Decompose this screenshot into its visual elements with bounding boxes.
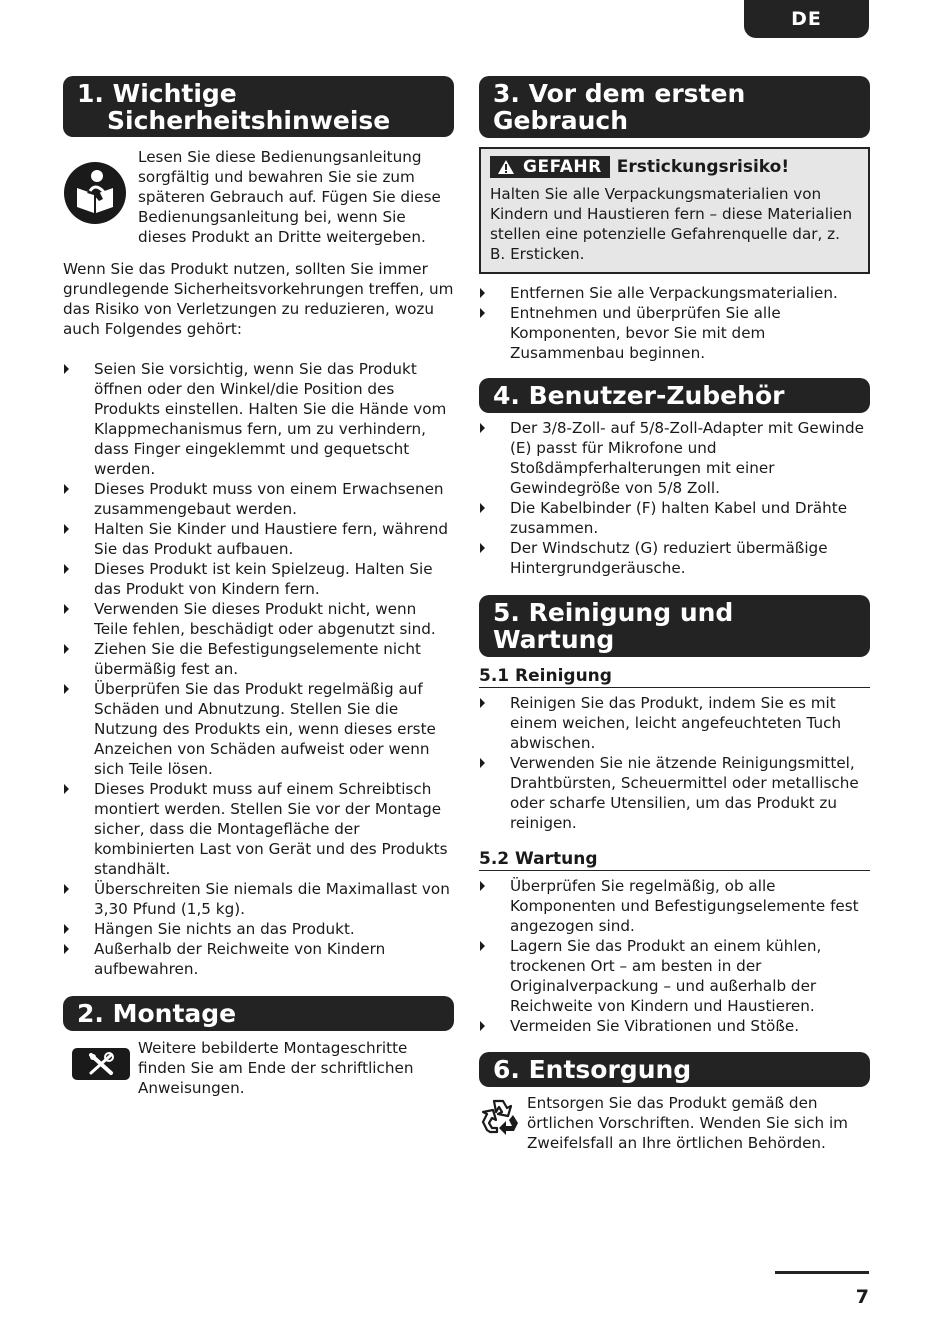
list-item: Reinigen Sie das Produkt, indem Sie es mit einem weichen, leicht angefeuchteten Tuch abwischen. (479, 693, 870, 753)
language-tab: DE (744, 0, 869, 38)
section-1-intro: Lesen Sie diese Bedienungsanleitung sorgfältig und bewahren Sie sie zum späteren Gebrauch auf. Fügen Sie diese Bedienungsanleitung bei, wenn Sie dieses Produkt an Dritte weitergeben. (138, 148, 441, 246)
danger-text: Halten Sie alle Verpackungsmaterialien von Kindern und Haustieren fern – diese Materialien stellen eine potenzielle Gefahrenquelle dar, z. B. Ersticken. (490, 185, 853, 263)
section-2-title: 2. Montage (63, 996, 454, 1031)
list-item: Entnehmen und überprüfen Sie alle Komponenten, bevor Sie mit dem Zusammenbau beginnen. (479, 303, 870, 363)
list-item: Dieses Produkt ist kein Spielzeug. Halten Sie das Produkt von Kindern fern. (63, 559, 454, 599)
danger-box (479, 147, 870, 274)
section-6-text: Entsorgen Sie das Produkt gemäß den örtlichen Vorschriften. Wenden Sie sich im Zweifelsfall an Ihre örtlichen Behörden. (527, 1094, 848, 1152)
list-item: Der 3/8-Zoll- auf 5/8-Zoll-Adapter mit Gewinde (E) passt für Mikrofone und Stoßdämpferhalterungen mit einer Gewindegröße von 5/8 Zoll. (479, 418, 870, 498)
section-3-title: 3. Vor dem ersten Gebrauch (479, 76, 870, 138)
section-1-paragraph: Wenn Sie das Produkt nutzen, sollten Sie immer grundlegende Sicherheitsvorkehrungen treffen, um das Risiko von Verletzungen zu reduzieren, wozu auch Folgendes gehört: (63, 260, 454, 338)
section-4-list (479, 418, 870, 578)
danger-title: Erstickungsrisiko! (616, 157, 790, 177)
section-1-title-line2: Sicherheitshinweise (107, 106, 391, 135)
list-item: Verwenden Sie dieses Produkt nicht, wenn Teile fehlen, beschädigt oder abgenutzt sind. (63, 599, 454, 639)
subsection-5-2-title: 5.2 Wartung (479, 849, 870, 871)
disposal-block (479, 1093, 870, 1153)
tools-icon (72, 1048, 130, 1080)
section-6-title: 6. Entsorgung (479, 1052, 870, 1087)
list-item: Vermeiden Sie Vibrationen und Stöße. (479, 1016, 870, 1036)
recycle-icon (479, 1097, 523, 1139)
page-number: 7 (855, 1286, 869, 1308)
list-item: Überschreiten Sie niemals die Maximallast von 3,30 Pfund (1,5 kg). (63, 879, 454, 919)
section-5-title: 5. Reinigung und Wartung (479, 595, 870, 657)
list-item: Seien Sie vorsichtig, wenn Sie das Produkt öffnen oder den Winkel/die Position des Produkts einstellen. Halten Sie die Hände vom Klappmechanismus fern, um zu verhindern, dass Finger eingeklemmt und gequetscht werden. (63, 359, 454, 479)
list-item: Ziehen Sie die Befestigungselemente nicht übermäßig fest an. (63, 639, 454, 679)
section-1-title-line1: 1. Wichtige (77, 79, 237, 108)
list-item: Die Kabelbinder (F) halten Kabel und Drähte zusammen. (479, 498, 870, 538)
list-item: Verwenden Sie nie ätzende Reinigungsmittel, Drahtbürsten, Scheuermittel oder metallische oder scharfe Utensilien, um das Produkt zu reinigen. (479, 753, 870, 833)
list-item: Außerhalb der Reichweite von Kindern aufbewahren. (63, 939, 454, 979)
section-1-list (63, 359, 454, 979)
list-item: Dieses Produkt muss von einem Erwachsenen zusammengebaut werden. (63, 479, 454, 519)
warning-triangle-icon (497, 159, 515, 175)
list-item: Hängen Sie nichts an das Produkt. (63, 919, 454, 939)
list-item: Der Windschutz (G) reduziert übermäßige Hintergrundgeräusche. (479, 538, 870, 578)
left-column (63, 76, 454, 1098)
section-3-list (479, 283, 870, 363)
list-item: Entfernen Sie alle Verpackungsmaterialien. (479, 283, 870, 303)
section-4-title: 4. Benutzer-Zubehör (479, 378, 870, 413)
section-2-intro: Weitere bebilderte Montageschritte finden Sie am Ende der schriftlichen Anweisungen. (138, 1039, 414, 1097)
list-item: Überprüfen Sie das Produkt regelmäßig auf Schäden und Abnutzung. Stellen Sie die Nutzung des Produkts ein, wenn dieses erste Anzeichen von Schäden aufweist oder wenn sich Teile lösen. (63, 679, 454, 779)
danger-badge: GEFAHR (490, 156, 610, 178)
list-item: Lagern Sie das Produkt an einem kühlen, trockenen Ort – am besten in der Originalverpackung – und außerhalb der Reichweite von Kindern und Haustieren. (479, 936, 870, 1016)
read-manual-icon (63, 161, 127, 225)
read-manual-block (63, 147, 454, 247)
list-item: Dieses Produkt muss auf einem Schreibtisch montiert werden. Stellen Sie vor der Montage sicher, dass die Montagefläche der kombinierten Last von Gerät und des Produkts standhält. (63, 779, 454, 879)
subsection-5-2-list (479, 876, 870, 1036)
subsection-5-1-title: 5.1 Reinigung (479, 666, 870, 688)
list-item: Überprüfen Sie regelmäßig, ob alle Komponenten und Befestigungselemente fest angezogen sind. (479, 876, 870, 936)
assembly-block (63, 1038, 454, 1098)
footer-rule (775, 1271, 869, 1274)
list-item: Halten Sie Kinder und Haustiere fern, während Sie das Produkt aufbauen. (63, 519, 454, 559)
right-column (479, 76, 870, 1153)
section-1-title (63, 76, 454, 137)
subsection-5-1-list (479, 693, 870, 833)
